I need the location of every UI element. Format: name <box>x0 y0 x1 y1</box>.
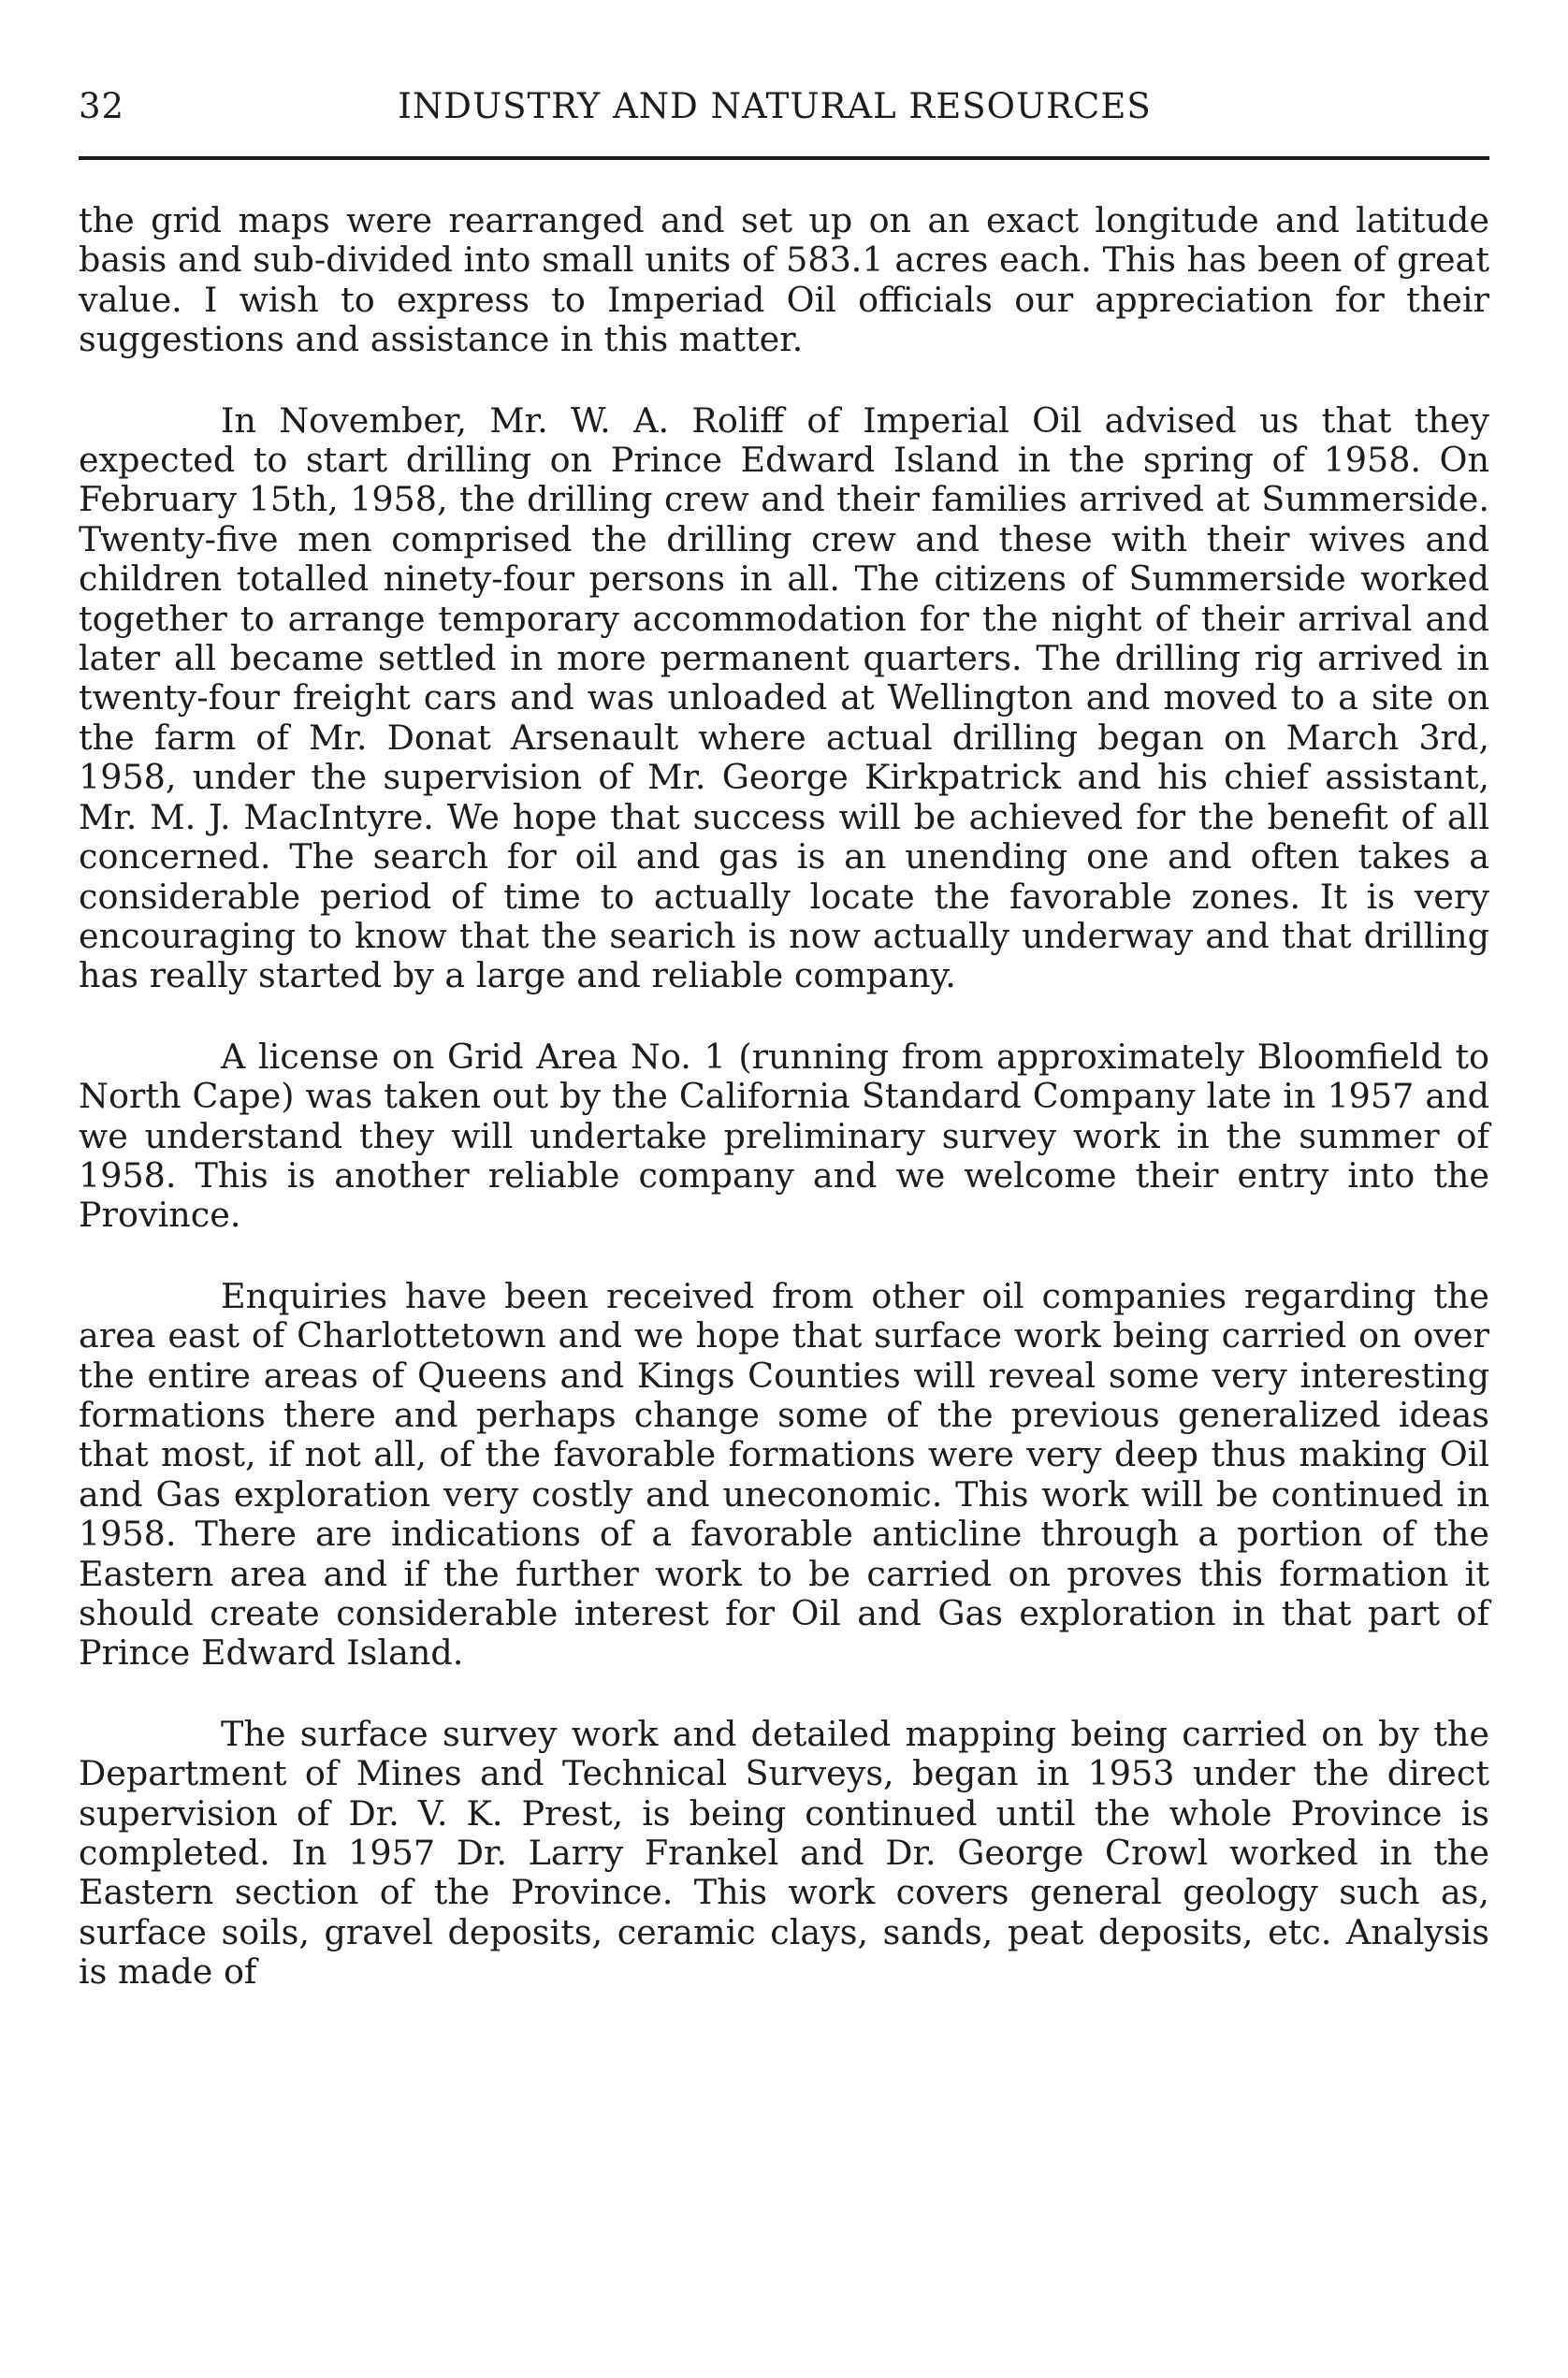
body-text <box>79 201 1489 1993</box>
page-number: 32 <box>79 86 125 126</box>
paragraph-grid-area-license: A license on Grid Area No. 1 (running from approximately Bloomfield to North Cape) was taken out by the California Standard Company late in 1957 and we understand they will undertake preliminary survey work in the summer of 1958. This is another reliable company and we welcome their entry into the Province. <box>79 1036 1489 1236</box>
header-divider <box>79 156 1489 160</box>
paragraph-drilling-start: In November, Mr. W. A. Roliff of Imperial Oil advised us that they expected to start drilling on Prince Edward Island in the spring of 1958. On February 15th, 1958, the drilling crew and their families arrived at Summerside. Twenty-five men comprised the drilling crew and these with their wives and children totalled ninety-four persons in all. The citizens of Summerside worked together to arrange temporary accommodation for the night of their arrival and later all became settled in more permanent quarters. The drilling rig arrived in twenty-four freight cars and was unloaded at Wellington and moved to a site on the farm of Mr. Donat Arsenault where actual drilling began on March 3rd, 1958, under the supervision of Mr. George Kirkpatrick and his chief assistant, Mr. M. J. MacIntyre. We hope that success will be achieved for the benefit of all concerned. The search for oil and gas is an unending one and often takes a considerable period of time to actually locate the favorable zones. It is very encouraging to know that the searich is now actually underway and that drilling has really started by a large and reliable company. <box>79 399 1489 996</box>
paragraph-continued: the grid maps were rearranged and set up on an exact longitude and latitude basis and sub-divided into small units of 583.1 acres each. This has been of great value. I wish to express to Imperiad Oil officials our appreciation for their suggestions and assistance in this matter. <box>79 200 1489 360</box>
running-head-title: INDUSTRY AND NATURAL RESOURCES <box>398 86 1152 126</box>
paragraph-surface-survey: The surface survey work and detailed mapping being carried on by the Department of Mines and Technical Surveys, began in 1953 under the direct supervision of Dr. V. K. Prest, is being continued until the whole Province is completed. In 1957 Dr. Larry Frankel and Dr. George Crowl worked in the Eastern section of the Province. This work covers general geology such as, surface soils, gravel deposits, ceramic clays, sands, peat deposits, etc. Analysis is made of <box>79 1713 1489 1993</box>
paragraph-enquiries: Enquiries have been received from other oil companies regarding the area east of Charlottetown and we hope that surface work being carried on over the entire areas of Queens and Kings Counties will reveal some very interesting formations there and perhaps change some of the previous generalized ideas that most, if not all, of the favorable formations were very deep thus making Oil and Gas exploration very costly and uneconomic. This work will be continued in 1958. There are indications of a favorable anticline through a portion of the Eastern area and if the further work to be carried on proves this formation it should create considerable interest for Oil and Gas exploration in that part of Prince Edward Island. <box>79 1275 1489 1674</box>
document-page <box>79 86 1489 2034</box>
running-head <box>79 86 1489 130</box>
